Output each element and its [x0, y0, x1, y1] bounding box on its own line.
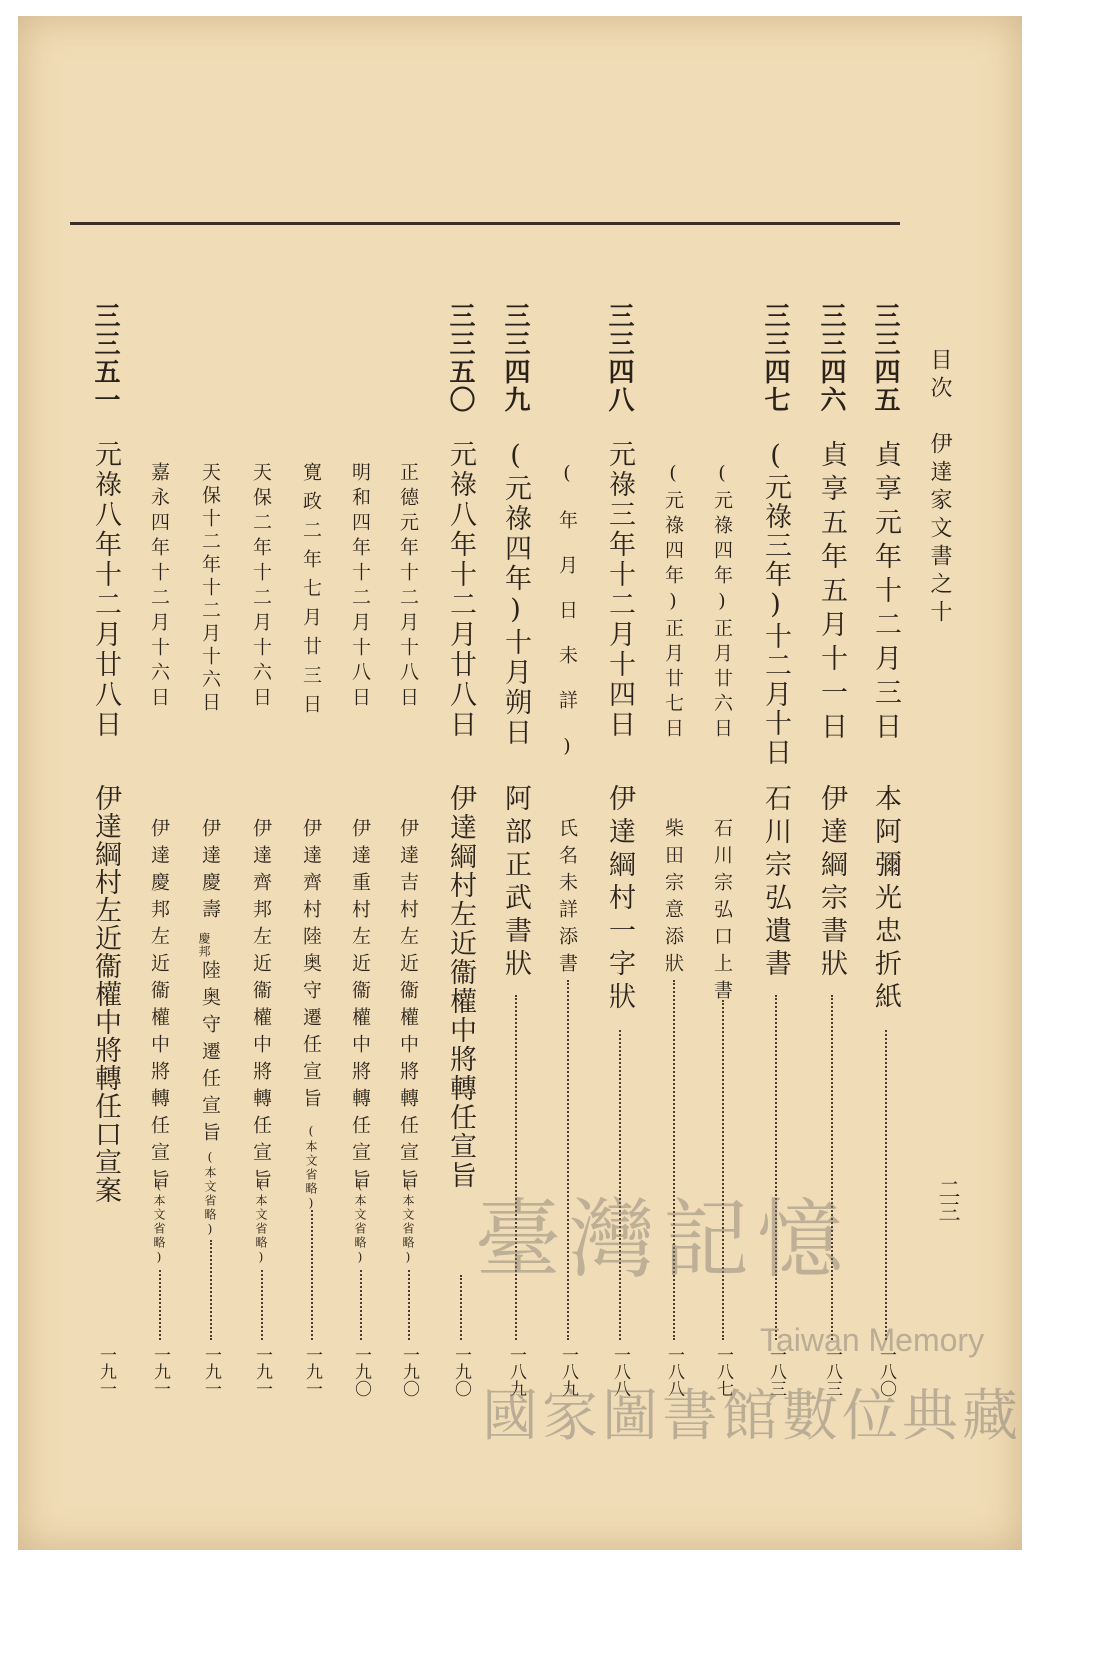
entry-date: (元祿四年)十月朔日	[500, 440, 531, 748]
entry-number: 三三四五	[870, 302, 900, 414]
entry-number: 三三四六	[816, 302, 846, 414]
entry-number: 三三四七	[760, 302, 790, 414]
entry-date: 元祿八年十二月廿八日	[90, 440, 121, 740]
entry-note: (本文省略)	[401, 1178, 415, 1266]
entry-date: 元祿三年十二月十四日	[604, 440, 635, 740]
entry-date: 明和四年十二月十八日	[349, 462, 371, 712]
entry-page: 一九〇	[451, 1346, 471, 1397]
entry-title: 柴田宗意添狀	[662, 818, 684, 980]
entry-date: (元祿三年)十二月十日	[760, 440, 791, 767]
entry-page: 一八八	[610, 1346, 630, 1397]
leader-dots	[261, 1270, 263, 1340]
entry-page: 一八八	[664, 1346, 684, 1397]
entry-title: 伊達綱村左近衞權中將轉任口宣案	[90, 784, 121, 1204]
leader-dots	[360, 1270, 362, 1340]
entry-page: 一八三	[766, 1346, 786, 1397]
entry-title-inline-note: 慶邦	[197, 932, 211, 958]
entry-title: 伊達慶邦左近衞權中將轉任宣旨	[148, 818, 170, 1196]
entry-title: 伊達齊邦左近衞權中將轉任宣旨	[250, 818, 272, 1196]
entry-title-prefix: 伊達慶壽	[199, 818, 221, 926]
entry-page: 一八三	[822, 1346, 842, 1397]
entry-title-rest: 陸奥守遷任宣旨	[199, 960, 221, 1149]
entry-date: 正德元年十二月十八日	[397, 462, 419, 712]
entry-title: 石川宗弘口上書	[711, 818, 733, 1007]
leader-dots	[885, 1030, 887, 1340]
entry-title: 氏名未詳添書	[556, 818, 578, 980]
entry-page: 一九一	[252, 1346, 272, 1397]
paper-page	[18, 16, 1022, 1550]
entry-note: (本文省略)	[353, 1178, 367, 1266]
header-rule	[70, 222, 900, 225]
entry-title: 伊達重村左近衞權中將轉任宣旨	[349, 818, 371, 1196]
entry-number: 三三五一	[90, 302, 120, 414]
entry-number: 三三五〇	[445, 302, 475, 414]
watermark-english: Taiwan Memory	[760, 1322, 985, 1358]
leader-dots	[408, 1270, 410, 1340]
entry-date: (元祿四年)正月廿六日	[711, 462, 733, 743]
watermark-library: 國家圖書館數位典藏	[482, 1384, 1022, 1449]
entry-title: 石川宗弘遺書	[760, 784, 791, 982]
entry-page: 一九〇	[351, 1346, 371, 1397]
entry-date: 寛政二年七月廿三日	[300, 462, 322, 723]
entry-title: 伊達綱宗書狀	[816, 784, 847, 982]
entry-title: 伊達齊村陸奥守遷任宣旨	[300, 818, 322, 1115]
entry-date: 貞享元年十二月三日	[870, 440, 901, 746]
entry-page: 一八九	[558, 1346, 578, 1397]
entry-date: 元祿八年十二月廿八日	[445, 440, 476, 740]
entry-page: 一八七	[713, 1346, 733, 1397]
entry-date: 嘉永四年十二月十六日	[148, 462, 170, 712]
entry-page: 一八九	[506, 1346, 526, 1397]
page-number: 二三	[935, 1178, 960, 1222]
entry-date: 天保十二年十二月十六日	[199, 462, 221, 715]
entry-page: 一九一	[302, 1346, 322, 1397]
entry-number: 三三四八	[604, 302, 634, 414]
entry-date: (年月日未詳)	[556, 462, 578, 783]
entry-date: 天保二年十二月十六日	[250, 462, 272, 712]
leader-dots	[311, 1210, 313, 1340]
entry-title: 伊達綱村一字狀	[604, 784, 635, 1015]
entry-page: 一八〇	[876, 1346, 896, 1397]
entry-date: 貞享五年五月十一日	[816, 440, 847, 746]
entry-title: 伊達吉村左近衞權中將轉任宣旨	[397, 818, 419, 1196]
running-header: 目次 伊達家文書之十	[927, 348, 952, 628]
entry-page: 一九一	[201, 1346, 221, 1397]
entry-page: 一九〇	[399, 1346, 419, 1397]
entry-page: 一九一	[96, 1346, 116, 1397]
watermark-logo-text: 臺灣記憶	[475, 1190, 851, 1290]
entry-note: (本文省略)	[254, 1178, 268, 1266]
leader-dots	[210, 1240, 212, 1340]
leader-dots	[460, 1275, 462, 1340]
entry-note: (本文省略)	[304, 1124, 318, 1212]
entry-date: (元祿四年)正月廿七日	[662, 462, 684, 743]
entry-title: 阿部正武書狀	[500, 784, 531, 982]
leader-dots	[159, 1270, 161, 1340]
entry-note: (本文省略)	[203, 1150, 217, 1238]
entry-page: 一九一	[150, 1346, 170, 1397]
entry-number: 三三四九	[500, 302, 530, 414]
entry-note: (本文省略)	[152, 1178, 166, 1266]
entry-title: 伊達綱村左近衞權中將轉任宣旨	[445, 784, 476, 1190]
entry-title: 本阿彌光忠折紙	[870, 784, 901, 1015]
